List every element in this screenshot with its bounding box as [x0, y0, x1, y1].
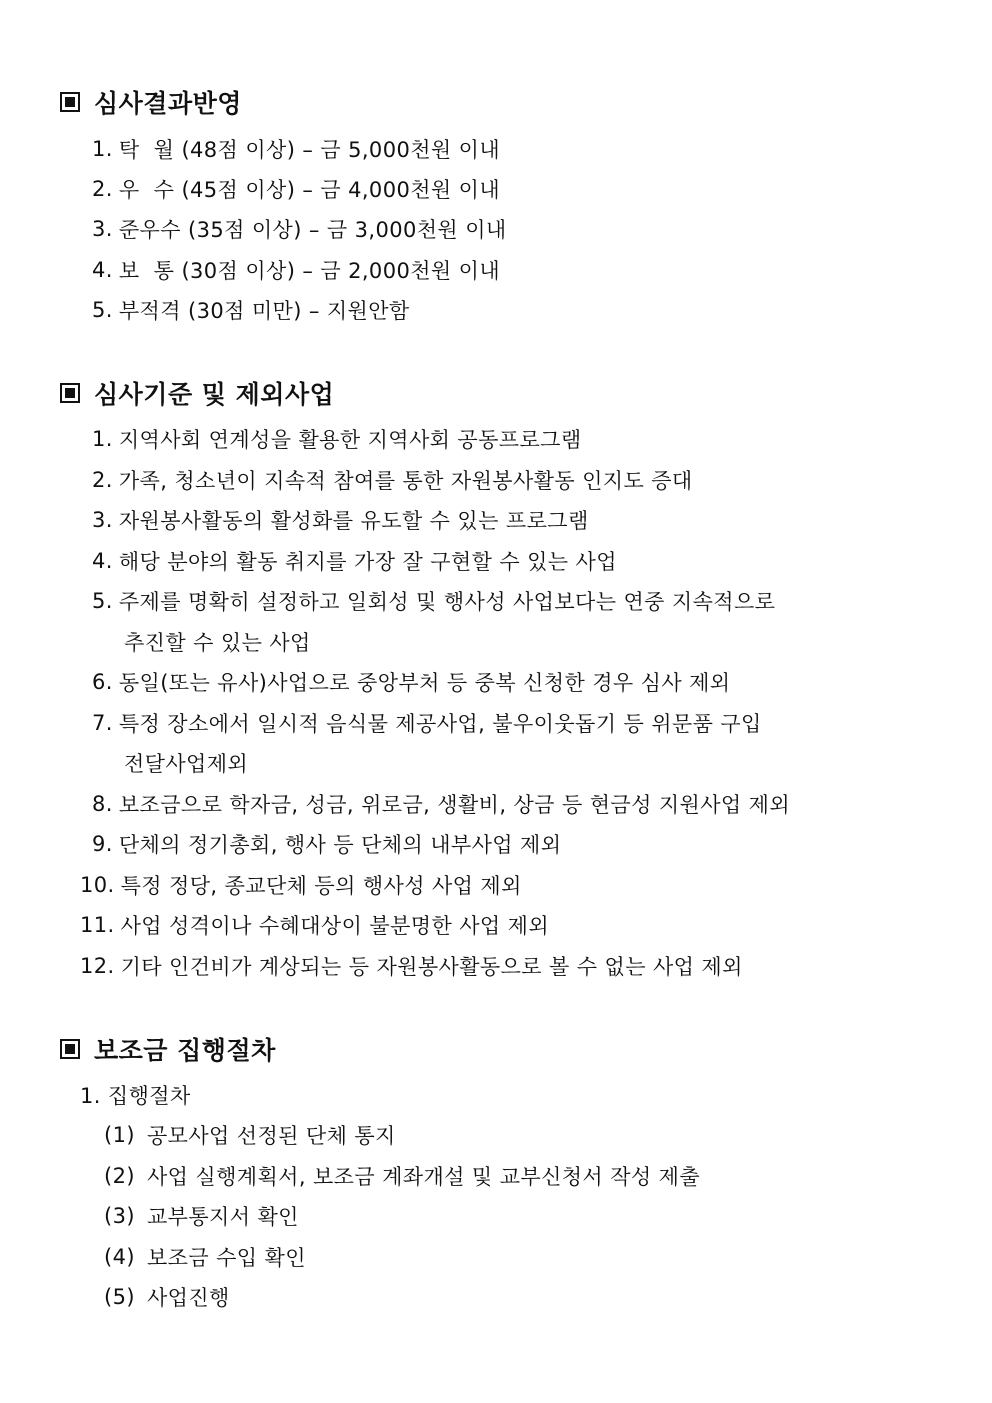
list-item — [104, 1200, 299, 1232]
section-heading-subsidy-procedure — [60, 1031, 276, 1067]
list-item — [104, 1160, 700, 1192]
section-title: 심사기준 및 제외사업 — [94, 380, 335, 409]
list-item — [92, 423, 582, 455]
section-heading-criteria — [60, 375, 334, 411]
item-text: 지역사회 연계성을 활용한 지역사회 공동프로그램 — [118, 428, 582, 452]
item-number: 9. — [92, 832, 113, 856]
item-text: 부적격 (30점 미만) – 지원안함 — [118, 299, 410, 323]
item-number: 3. — [92, 508, 113, 532]
item-text: 기타 인건비가 계상되는 등 자원봉사활동으로 볼 수 없는 사업 제외 — [120, 955, 743, 979]
list-item — [92, 173, 500, 205]
list-item — [104, 1281, 230, 1313]
item-number: 6. — [92, 670, 113, 694]
item-number: 2. — [92, 468, 113, 492]
list-item — [92, 707, 762, 739]
item-text: 공모사업 선정된 단체 통지 — [146, 1124, 396, 1148]
list-item — [92, 254, 500, 286]
list-item — [104, 1119, 396, 1151]
item-number: 5. — [92, 298, 113, 322]
filled-square-icon — [60, 1039, 80, 1059]
item-number: (5) — [104, 1285, 135, 1309]
item-text: 보조금으로 학자금, 성금, 위로금, 생활비, 상금 등 현금성 지원사업 제외 — [118, 793, 791, 817]
item-number: (2) — [104, 1164, 135, 1188]
item-number: (1) — [104, 1123, 135, 1147]
list-item — [92, 585, 775, 617]
list-item — [80, 950, 743, 982]
item-text: 단체의 정기총회, 행사 등 단체의 내부사업 제외 — [118, 833, 562, 857]
item-text: 특정 정당, 종교단체 등의 행사성 사업 제외 — [120, 874, 522, 898]
item-text: 동일(또는 유사)사업으로 중앙부처 등 중복 신청한 경우 심사 제외 — [118, 671, 731, 695]
item-number: 4. — [92, 258, 113, 282]
list-item — [92, 464, 693, 496]
filled-square-icon — [60, 383, 80, 403]
list-item — [92, 828, 561, 860]
list-item — [92, 666, 730, 698]
item-number: 1. — [92, 137, 113, 161]
item-continuation: 추진할 수 있는 사업 — [124, 631, 311, 655]
item-text: 사업진행 — [146, 1286, 230, 1310]
list-item — [80, 869, 522, 901]
item-text: 교부통지서 확인 — [146, 1205, 299, 1229]
section-heading-review-results — [60, 84, 242, 120]
item-text: 준우수 (35점 이상) – 금 3,000천원 이내 — [118, 218, 507, 242]
list-item — [92, 294, 410, 326]
item-continuation: 전달사업제외 — [124, 752, 249, 776]
item-number: 11. — [80, 913, 115, 937]
list-item — [92, 788, 790, 820]
item-text: 우 수 (45점 이상) – 금 4,000천원 이내 — [118, 178, 501, 202]
item-number: 5. — [92, 589, 113, 613]
item-text: 주제를 명확히 설정하고 일회성 및 행사성 사업보다는 연중 지속적으로 — [118, 590, 776, 614]
item-number: 10. — [80, 873, 115, 897]
item-number: 12. — [80, 954, 115, 978]
subsection-title: 1. 집행절차 — [80, 1084, 191, 1108]
list-item — [92, 213, 507, 245]
item-text: 보조금 수입 확인 — [146, 1246, 306, 1270]
item-text: 보 통 (30점 이상) – 금 2,000천원 이내 — [118, 259, 501, 283]
item-number: (4) — [104, 1245, 135, 1269]
item-number: 7. — [92, 711, 113, 735]
list-item — [80, 909, 549, 941]
item-number: (3) — [104, 1204, 135, 1228]
section-title: 보조금 집행절차 — [94, 1036, 276, 1065]
section-title: 심사결과반영 — [94, 89, 242, 118]
filled-square-icon — [60, 92, 80, 112]
item-number: 1. — [92, 427, 113, 451]
item-text: 가족, 청소년이 지속적 참여를 통한 자원봉사활동 인지도 증대 — [118, 469, 693, 493]
list-item — [92, 545, 617, 577]
item-text: 탁 월 (48점 이상) – 금 5,000천원 이내 — [118, 138, 501, 162]
item-text: 사업 성격이나 수혜대상이 불분명한 사업 제외 — [120, 914, 550, 938]
list-item — [104, 1241, 306, 1273]
item-number: 8. — [92, 792, 113, 816]
item-number: 4. — [92, 549, 113, 573]
list-item — [92, 504, 589, 536]
item-text: 사업 실행계획서, 보조금 계좌개설 및 교부신청서 작성 제출 — [146, 1165, 701, 1189]
item-text: 해당 분야의 활동 취지를 가장 잘 구현할 수 있는 사업 — [118, 550, 617, 574]
item-text: 특정 장소에서 일시적 음식물 제공사업, 불우이웃돕기 등 위문품 구입 — [118, 712, 762, 736]
item-text: 자원봉사활동의 활성화를 유도할 수 있는 프로그램 — [118, 509, 589, 533]
item-number: 2. — [92, 177, 113, 201]
item-number: 3. — [92, 217, 113, 241]
list-item — [92, 133, 500, 165]
